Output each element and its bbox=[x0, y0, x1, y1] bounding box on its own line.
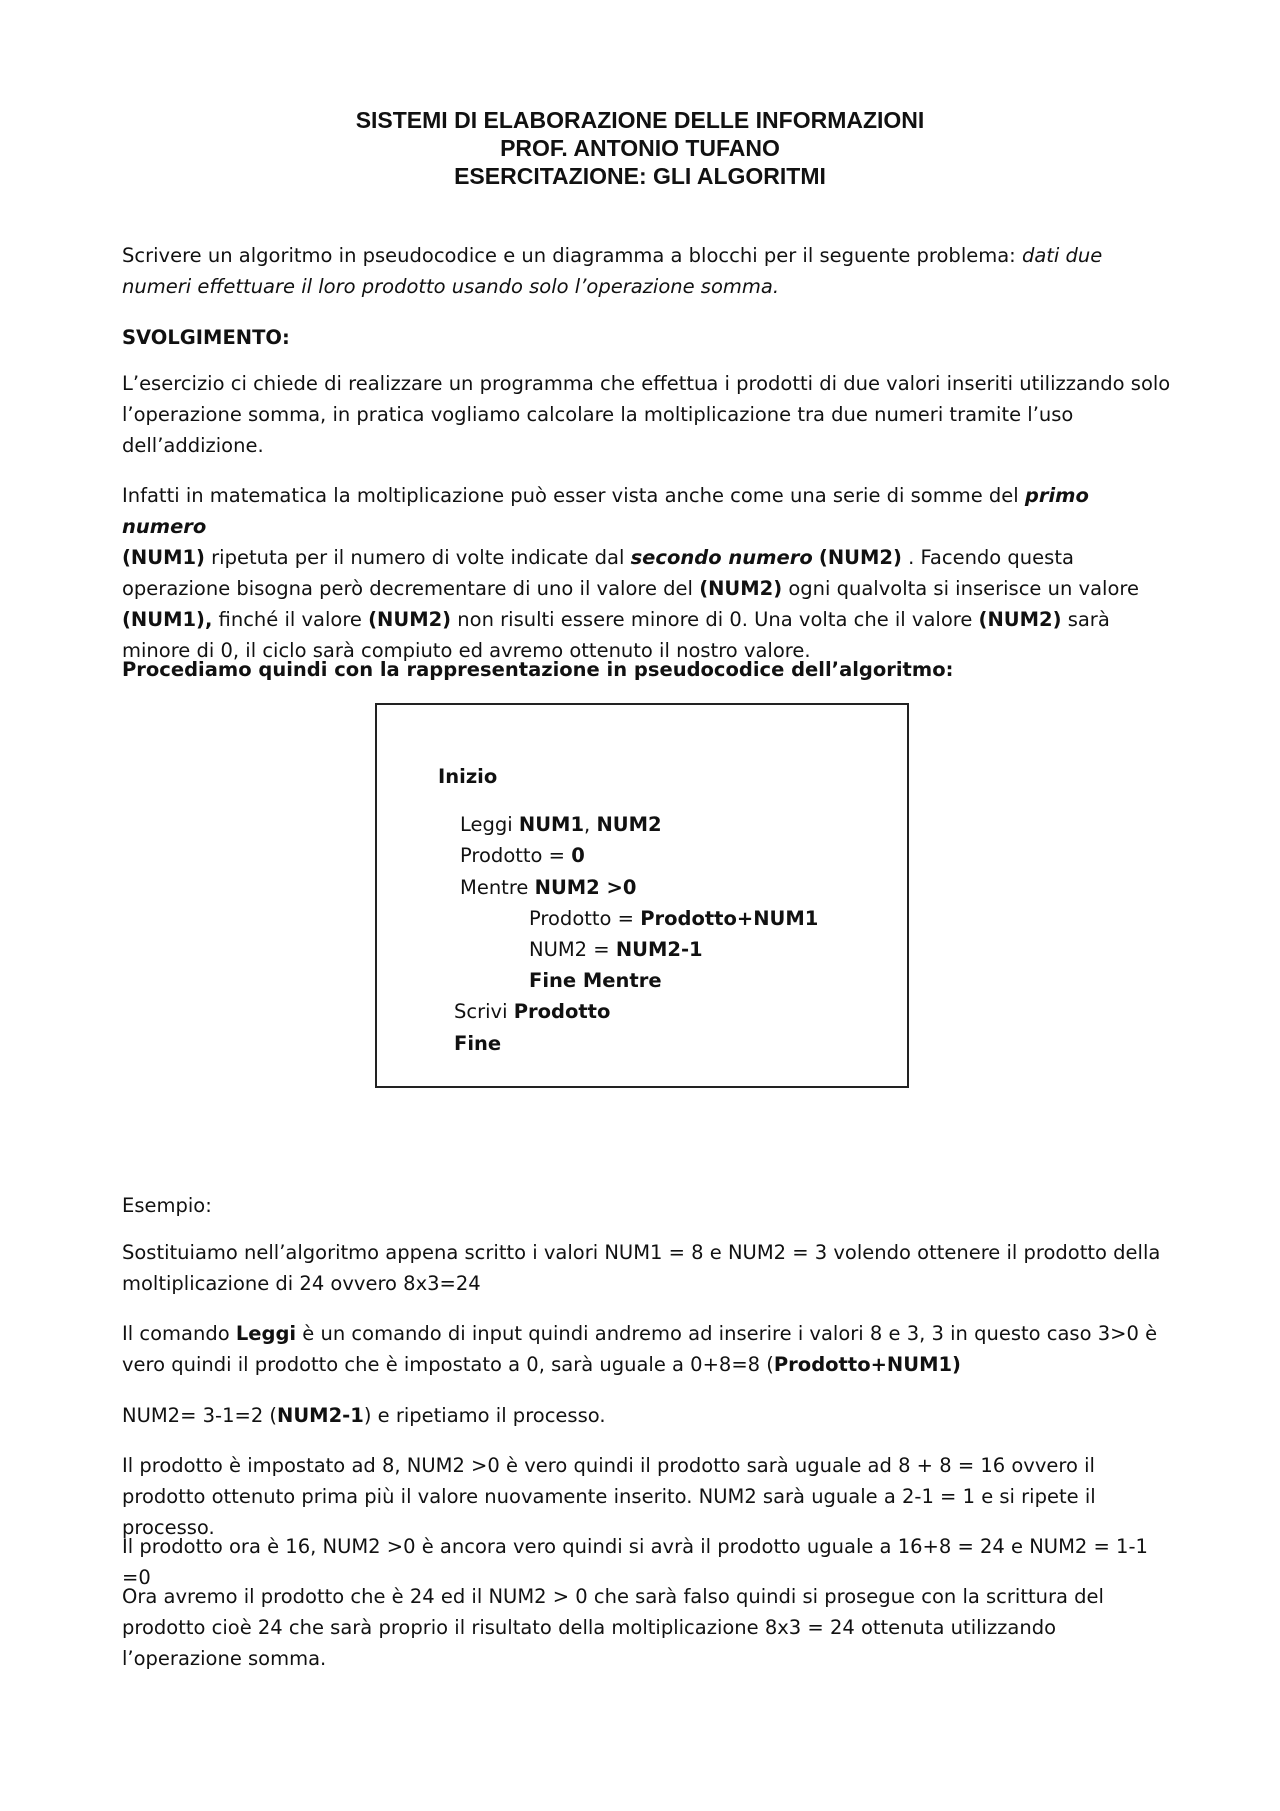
svolgimento-heading: SVOLGIMENTO: bbox=[122, 326, 290, 349]
pseudo-scrivi: Scrivi Prodotto bbox=[454, 1000, 611, 1023]
paragraph-explanation: Infatti in matematica la moltiplicazione può esser vista anche come una serie di somme del primo numero (NUM1) ripetuta per il numero di volte indicate dal secondo numero (NUM2) . Facendo questa operazione bisogna però decrementare di uno il valore del (NUM2) ogni qualvolta si inserisce un valore (NUM1), finché il valore (NUM2) non risulti essere minore di 0. Una volta che il valore (NUM2) sarà minore di 0, il ciclo sarà compiuto ed avremo ottenuto il nostro valore. bbox=[122, 484, 1139, 662]
pseudo-num2-update: NUM2 = NUM2-1 bbox=[529, 938, 703, 961]
secondo-numero-emphasis: secondo numero bbox=[630, 546, 813, 569]
esempio-paragraph-6: Ora avremo il prodotto che è 24 ed il NUM2 > 0 che sarà falso quindi si prosegue con la scrittura del prodotto cioè 24 che sarà proprio il risultato della moltiplicazione 8x3 = 24 ottenuta utilizzando l’operazione somma. bbox=[122, 1585, 1104, 1670]
pseudo-inizio: Inizio bbox=[438, 765, 498, 788]
intro-paragraph bbox=[122, 240, 1172, 302]
esempio-label: Esempio: bbox=[122, 1194, 212, 1217]
esempio-paragraph-1: Sostituiamo nell’algoritmo appena scritto i valori NUM1 = 8 e NUM2 = 3 volendo ottenere il prodotto della moltiplicazione di 24 ovvero 8x3=24 bbox=[122, 1241, 1161, 1295]
pseudo-fine-mentre: Fine Mentre bbox=[529, 969, 662, 992]
header-professor: PROF. ANTONIO TUFANO bbox=[500, 135, 780, 161]
pseudo-prodotto-update: Prodotto = Prodotto+NUM1 bbox=[529, 907, 819, 930]
esempio-paragraph-3: NUM2= 3-1=2 (NUM2-1) e ripetiamo il processo. bbox=[122, 1404, 606, 1427]
pseudocode-intro-heading: Procediamo quindi con la rappresentazione in pseudocodice dell’algoritmo: bbox=[122, 658, 954, 681]
esempio-paragraph-2: Il comando Leggi è un comando di input quindi andremo ad inserire i valori 8 e 3, 3 in questo caso 3>0 è vero quindi il prodotto che è impostato a 0, sarà uguale a 0+8=8 (Prodotto+NUM1) bbox=[122, 1322, 1158, 1376]
esempio-paragraph-4: Il prodotto è impostato ad 8, NUM2 >0 è vero quindi il prodotto sarà uguale ad 8 + 8 = 16 ovvero il prodotto ottenuto prima più il valore nuovamente inserito. NUM2 sarà uguale a 2-1 = 1 e si ripete il processo. bbox=[122, 1454, 1096, 1539]
pseudo-prodotto-init: Prodotto = 0 bbox=[460, 844, 585, 867]
header-course-title: SISTEMI DI ELABORAZIONE DELLE INFORMAZIONI bbox=[355, 107, 925, 133]
pseudo-mentre: Mentre NUM2 >0 bbox=[460, 876, 637, 899]
paragraph-exercise-description: L’esercizio ci chiede di realizzare un programma che effettua i prodotti di due valori inseriti utilizzando solo l’operazione somma, in pratica vogliamo calcolare la moltiplicazione tra due numeri tramite l’uso dell’addizione. bbox=[122, 372, 1171, 457]
pseudo-fine: Fine bbox=[454, 1032, 502, 1055]
intro-text: Scrivere un algoritmo in pseudocodice e un diagramma a blocchi per il seguente problema: bbox=[122, 244, 1022, 267]
header-exercise-title: ESERCITAZIONE: GLI ALGORITMI bbox=[454, 163, 826, 189]
pseudo-leggi: Leggi NUM1, NUM2 bbox=[460, 813, 662, 836]
esempio-paragraph-5: Il prodotto ora è 16, NUM2 >0 è ancora vero quindi si avrà il prodotto uguale a 16+8 = 24 e NUM2 = 1-1 =0 bbox=[122, 1535, 1148, 1589]
intro-problem-italic: dati due numeri effettuare il loro prodotto usando solo l’operazione somma. bbox=[122, 244, 1103, 298]
primo-numero-emphasis: primo numero bbox=[122, 484, 1089, 538]
